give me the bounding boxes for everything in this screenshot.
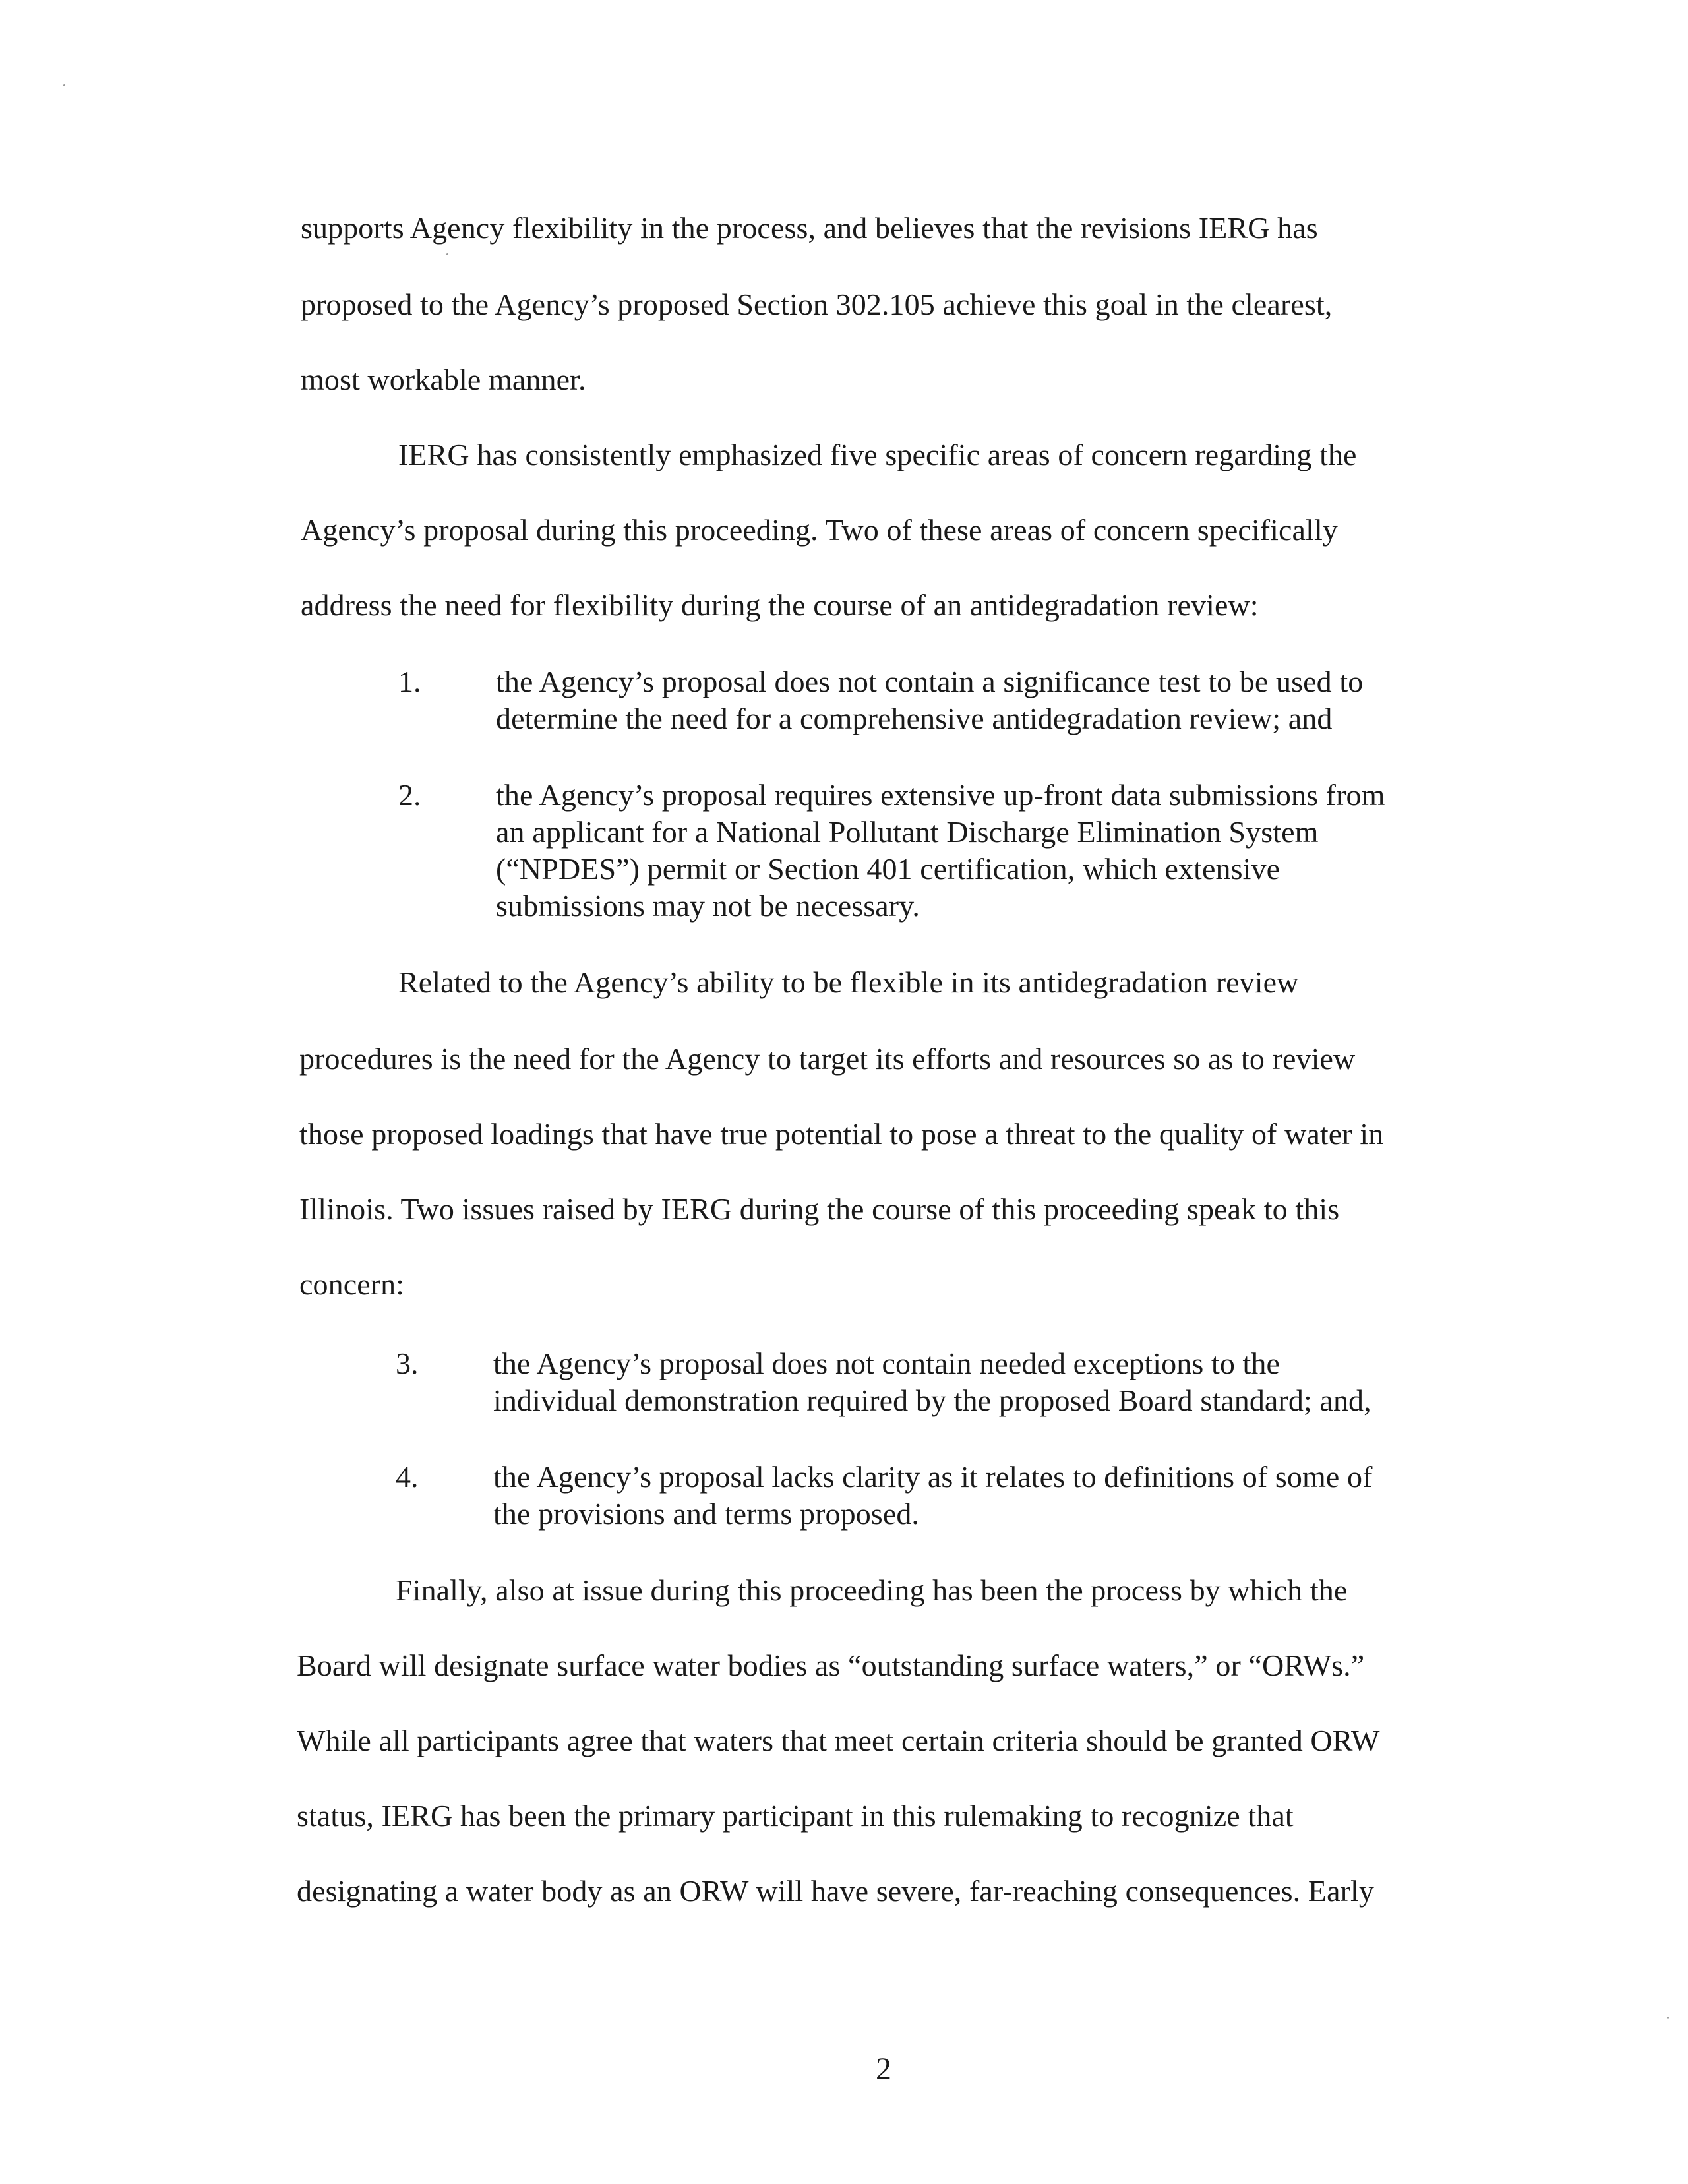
paragraph-line: IERG has consistently emphasized five specific areas of concern regarding the [398,438,1357,471]
list-item-number: 4. [396,1460,419,1494]
list-item-line: the Agency’s proposal does not contain a significance test to be used to [496,665,1364,698]
paragraph-line: those proposed loadings that have true potential to pose a threat to the quality of water in [299,1117,1384,1151]
list-item-line: an applicant for a National Pollutant Discharge Elimination System [496,815,1319,849]
paragraph-line: address the need for flexibility during the course of an antidegradation review: [301,588,1259,622]
list-item-line: determine the need for a comprehensive antidegradation review; and [496,702,1333,735]
paragraph-line: designating a water body as an ORW will have severe, far-reaching consequences. Early [297,1874,1374,1908]
list-item-line: submissions may not be necessary. [496,889,920,923]
scan-speck [1667,2017,1669,2019]
list-item-number: 2. [398,778,421,812]
scan-speck [63,84,65,86]
list-item-line: the Agency’s proposal does not contain needed exceptions to the [493,1347,1281,1380]
paragraph-line: concern: [299,1267,405,1301]
paragraph-line: procedures is the need for the Agency to target its efforts and resources so as to review [299,1042,1356,1076]
paragraph-line: Agency’s proposal during this proceeding. Two of these areas of concern specifically [301,513,1338,547]
paragraph-line: Related to the Agency’s ability to be flexible in its antidegradation review [398,965,1299,999]
paragraph-line: Board will designate surface water bodies as “outstanding surface waters,” or “ORWs.” [297,1649,1365,1682]
paragraph-line: status, IERG has been the primary participant in this rulemaking to recognize that [297,1799,1294,1833]
paragraph-line: proposed to the Agency’s proposed Section 302.105 achieve this goal in the clearest, [301,288,1333,321]
list-item-line: individual demonstration required by the proposed Board standard; and, [493,1383,1372,1417]
list-item-line: the provisions and terms proposed. [493,1497,920,1531]
scan-speck [446,253,448,255]
list-item-line: the Agency’s proposal lacks clarity as it relates to definitions of some of [493,1460,1373,1494]
paragraph-line: supports Agency flexibility in the process, and believes that the revisions IERG has [301,211,1318,245]
paragraph-line: While all participants agree that waters that meet certain criteria should be granted ORW [297,1724,1380,1757]
paragraph-line: most workable manner. [301,363,586,396]
page-number: 2 [876,2051,891,2086]
list-item-line: (“NPDES”) permit or Section 401 certification, which extensive [496,852,1281,886]
list-item-line: the Agency’s proposal requires extensive up-front data submissions from [496,778,1385,812]
list-item-number: 1. [398,665,421,698]
list-item-number: 3. [396,1347,419,1380]
paragraph-line: Illinois. Two issues raised by IERG during the course of this proceeding speak to this [299,1192,1340,1226]
paragraph-line: Finally, also at issue during this proceeding has been the process by which the [396,1573,1348,1607]
